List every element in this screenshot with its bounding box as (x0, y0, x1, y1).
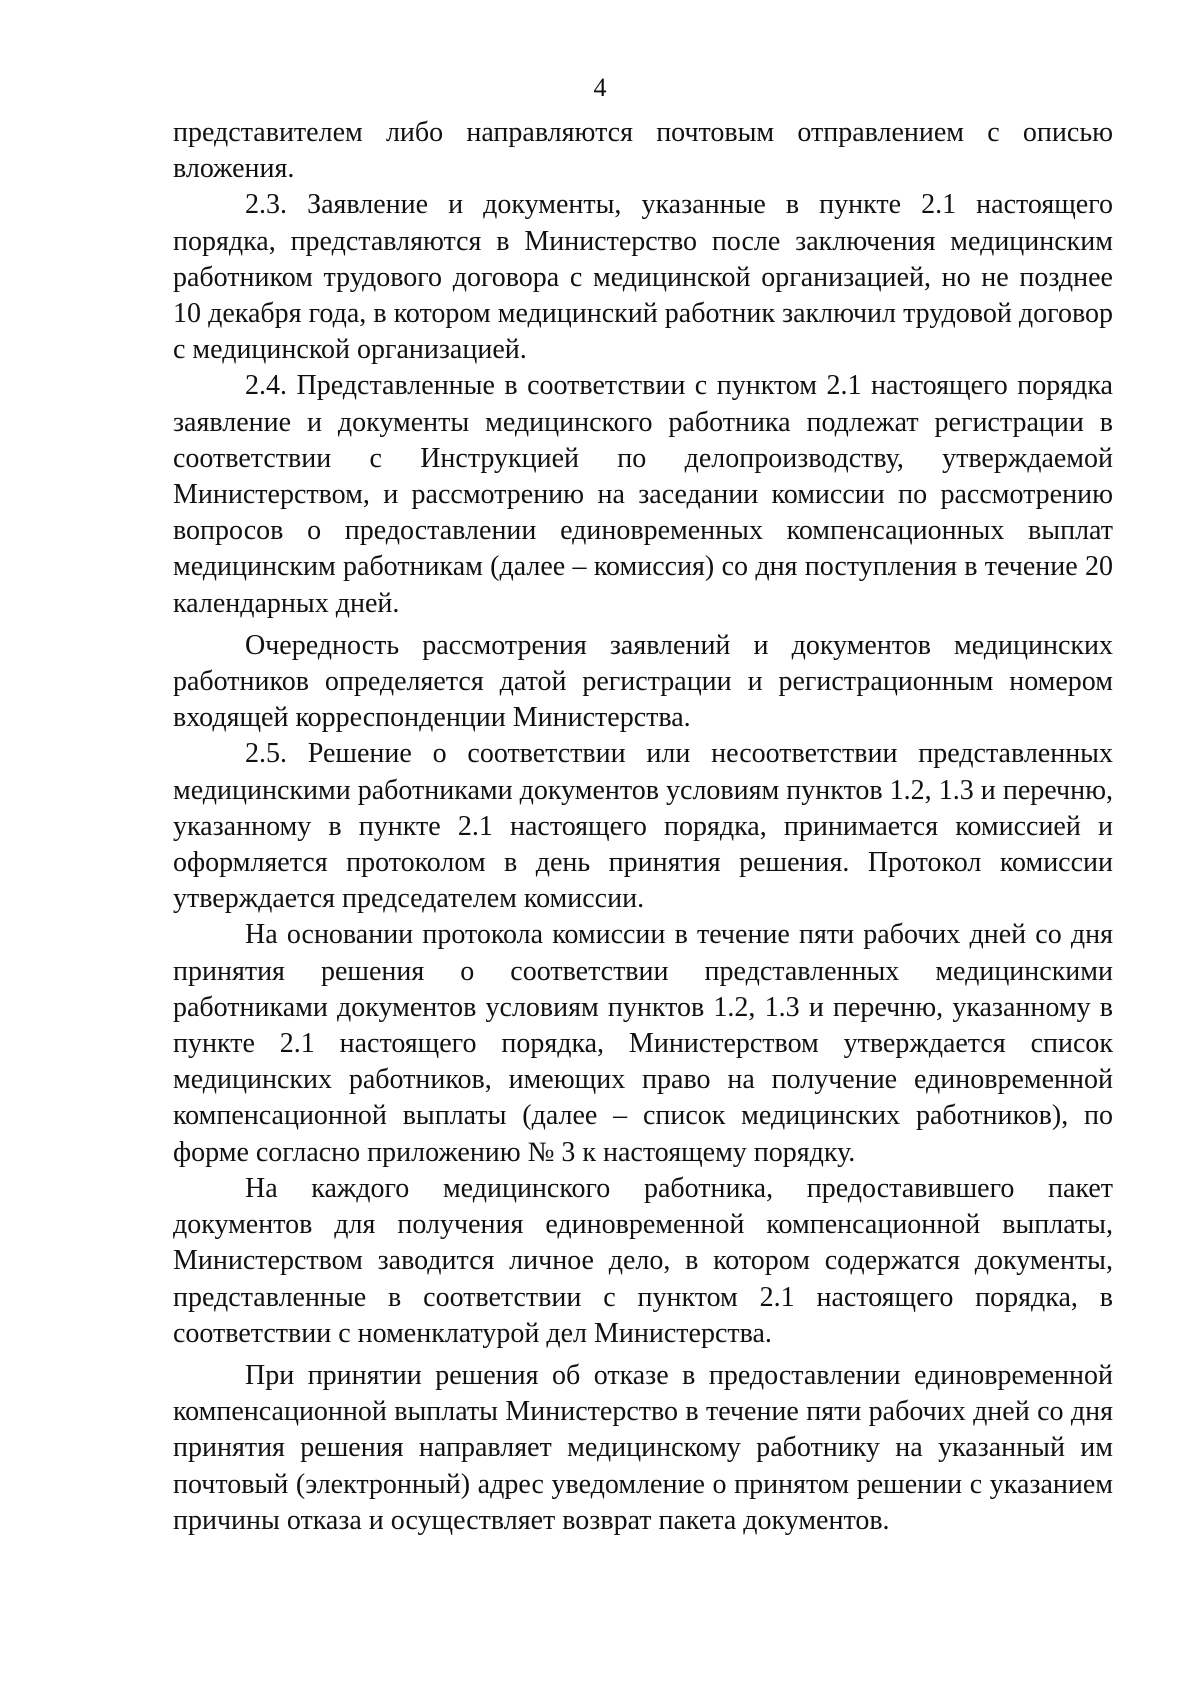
paragraph-2-4: 2.4. Представленные в соответствии с пунктом 2.1 настоящего порядка заявление и документы медицинского работника подлежат регистрации в соответствии с Инструкцией по делопроизводству, утверждаемой Министерством, и рассмотрению на заседании комиссии по рассмотрению вопросов о предоставлении единовременных компенсационных выплат медицинским работникам (далее – комиссия) со дня поступления в течение 20 календарных дней. (173, 370, 1113, 619)
document-body (173, 115, 1113, 1539)
paragraph-personal-file: На каждого медицинского работника, предоставившего пакет документов для получения единовременной компенсационной выплаты, Министерством заводится личное дело, в котором содержатся документы, представленные в соответствии с пунктом 2.1 настоящего порядка, в соответствии с номенклатурой дел Министерства. (173, 1172, 1113, 1349)
paragraph-2-3: 2.3. Заявление и документы, указанные в пункте 2.1 настоящего порядка, представляются в Министерство после заключения медицинским работником трудового договора с медицинской организацией, но не позднее 10 декабря года, в котором медицинский работник заключил трудовой договор с медицинской организацией. (173, 189, 1113, 366)
paragraph-refusal: При принятии решения об отказе в предоставлении единовременной компенсационной выплаты Министерство в течение пяти рабочих дней со дня принятия решения направляет медицинскому работнику на указанный им почтовый (электронный) адрес уведомление о принятом решении с указанием причины отказа и осуществляет возврат пакета документов. (173, 1359, 1113, 1536)
paragraph-2-5: 2.5. Решение о соответствии или несоответствии представленных медицинскими работниками документов условиям пунктов 1.2, 1.3 и перечню, указанному в пункте 2.1 настоящего порядка, принимается комиссией и оформляется протоколом в день принятия решения. Протокол комиссии утверждается председателем комиссии. (173, 738, 1113, 915)
paragraph-commission-protocol: На основании протокола комиссии в течение пяти рабочих дней со дня принятия решения о соответствии представленных медицинскими работниками документов условиям пунктов 1.2, 1.3 и перечню, указанному в пункте 2.1 настоящего порядка, Министерством утверждается список медицинских работников, имеющих право на получение единовременной компенсационной выплаты (далее – список медицинских работников), по форме согласно приложению № 3 к настоящему порядку. (173, 919, 1113, 1168)
paragraph-order-of-review: Очередность рассмотрения заявлений и документов медицинских работников определяется датой регистрации и регистрационным номером входящей корреспонденции Министерства. (173, 629, 1113, 734)
page-number: 4 (593, 73, 607, 102)
paragraph-continuation: представителем либо направляются почтовым отправлением с описью вложения. (173, 117, 1113, 185)
